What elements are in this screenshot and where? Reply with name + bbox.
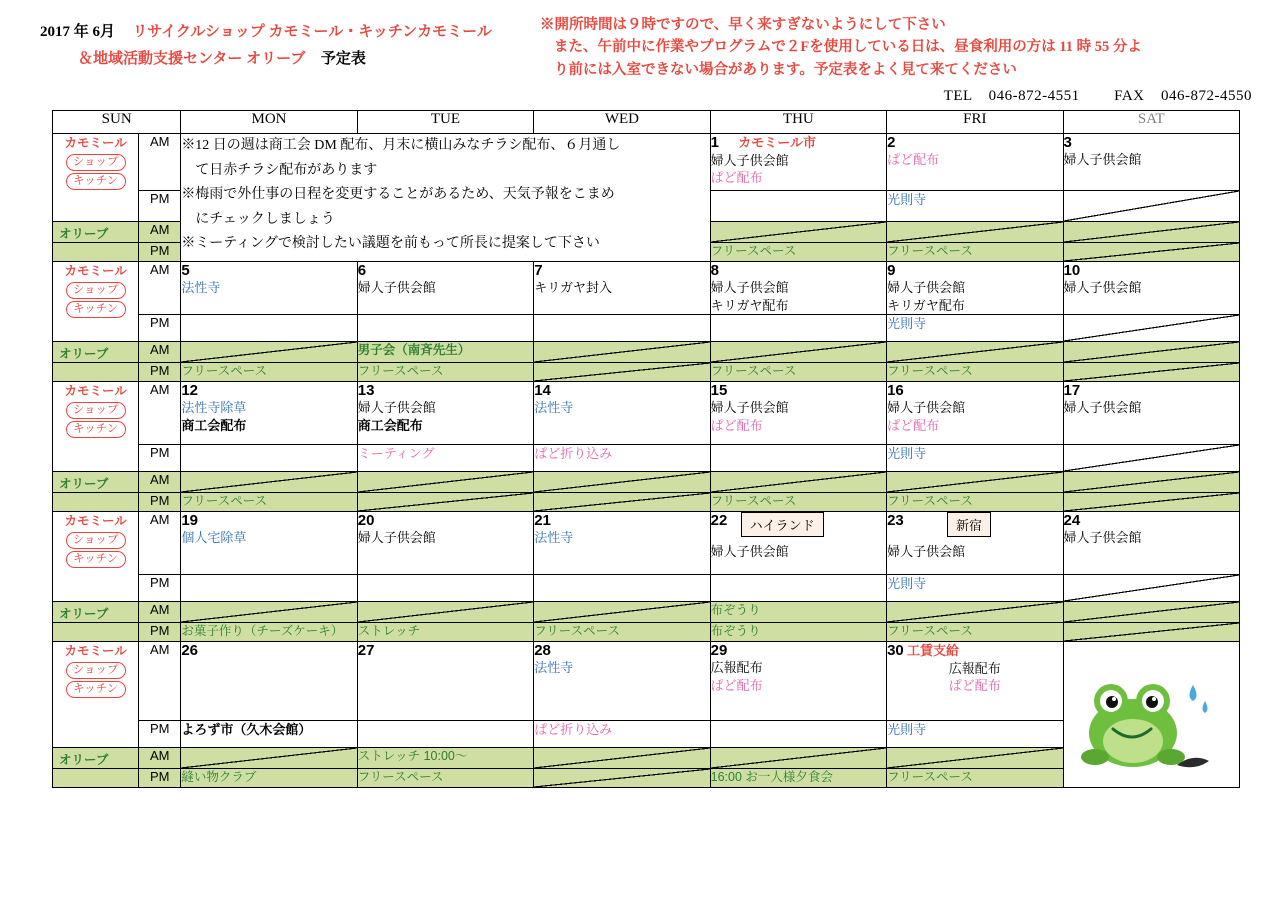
note-1: ※12 日の週は商工会 DM 配布、月末に横山みなチラシ配布、６月通し [181, 138, 621, 153]
event: ぱど配布 [710, 677, 763, 693]
notice-line-2: また、午前中に作業やプログラムで２Fを使用している日は、昼食利用の方は 11 時 55 分よ [554, 39, 1142, 56]
day-3-pm-cell[interactable] [1063, 191, 1240, 222]
week2-kamomiru-label [53, 262, 139, 342]
olive-day-13-am[interactable] [357, 472, 533, 493]
day-number: 26 [181, 642, 198, 660]
olive-day-8-pm[interactable]: フリースペース [710, 363, 886, 382]
olive-pm-label: PM [139, 769, 181, 788]
olive-day-9-pm[interactable]: フリースペース [887, 363, 1063, 382]
olive-day-23-pm[interactable]: フリースペース [887, 623, 1063, 642]
contact-info [944, 88, 1252, 105]
olive-day-6-pm[interactable]: フリースペース [357, 363, 533, 382]
olive-label [53, 748, 139, 769]
header-fri: FRI [887, 111, 1063, 134]
day-15-pm-cell[interactable] [710, 445, 886, 472]
monthly-notes [181, 134, 710, 262]
event: キリガヤ封入 [534, 280, 613, 295]
label-shop: ショップ [66, 532, 126, 549]
event: ぱど折り込み [534, 446, 613, 462]
olive-label-blank [53, 623, 139, 642]
event: 婦人子供会館 [710, 544, 789, 560]
event: 婦人子供会館 [357, 400, 436, 416]
event: 婦人子供会館 [887, 544, 966, 560]
olive-day-7-pm[interactable] [534, 363, 710, 382]
label-kitchen: キッチン [66, 173, 126, 190]
week5-am-row [53, 642, 1240, 721]
olive-day-27-am[interactable]: ストレッチ 10:00〜 [357, 748, 533, 769]
header-tue: TUE [357, 111, 533, 134]
week2-am-row [53, 262, 1240, 315]
week5-pm-row [53, 721, 1240, 748]
label-olive: オリーブ [59, 227, 109, 241]
notice-line-3: り前には入室できない場合があります。予定表をよく見て来てください [554, 61, 1017, 78]
event: 光則寺 [887, 722, 927, 738]
event: 光則寺 [887, 192, 927, 207]
event: ミーティング [357, 446, 435, 462]
olive-day-7-am[interactable] [534, 342, 710, 363]
day-19-cell[interactable] [181, 512, 357, 575]
day-number: 8 [710, 262, 719, 279]
tel-label: TEL [943, 88, 973, 104]
olive-day-5-pm[interactable]: フリースペース [181, 363, 357, 382]
week4-am-row [53, 512, 1240, 575]
olive-day-29-pm[interactable]: 16:00 お一人様夕食会 [710, 769, 886, 788]
week1-am-row [53, 134, 1240, 191]
day-number: 16 [887, 382, 904, 400]
day-27-cell[interactable] [357, 642, 533, 721]
day-number: 29 [710, 642, 728, 660]
olive-day-12-am[interactable] [181, 472, 357, 493]
day-8-pm-cell[interactable] [710, 315, 886, 342]
day-13-pm-cell[interactable] [357, 445, 533, 472]
day-30-pm-cell[interactable] [887, 721, 1063, 748]
olive-day-13-pm[interactable] [357, 493, 533, 512]
day-number: 9 [887, 262, 896, 279]
day-number: 21 [534, 512, 551, 530]
day-3-cell[interactable] [1063, 134, 1240, 191]
label-kamomiru: カモミール [64, 644, 127, 659]
week5-olive-pm-row [53, 769, 1240, 788]
event: 法性寺 [534, 530, 574, 546]
day-number: 30 [887, 642, 904, 660]
olive-day-15-am[interactable] [710, 472, 886, 493]
day-6-cell[interactable] [357, 262, 533, 315]
label-kamomiru: カモミール [64, 514, 127, 529]
olive-am-label: AM [139, 472, 181, 493]
day-number: 24 [1063, 512, 1081, 530]
week4-kamomiru-label [53, 512, 139, 602]
day-number: 5 [181, 262, 190, 279]
day-number: 7 [534, 262, 543, 279]
week3-am-row [53, 382, 1240, 445]
day-number: 2 [887, 134, 896, 151]
week5-olive-am-row [53, 748, 1240, 769]
day-19-pm-cell[interactable] [181, 575, 357, 602]
week3-am-label: AM [139, 382, 181, 445]
day-8-cell[interactable] [710, 262, 886, 315]
day-14-pm-cell[interactable] [534, 445, 710, 472]
olive-day-8-am[interactable] [710, 342, 886, 363]
header-sat: SAT [1063, 111, 1240, 134]
olive-day-9-am[interactable] [887, 342, 1063, 363]
day-29-pm-cell[interactable] [710, 721, 886, 748]
event-tag-wage: 工賃支給 [907, 643, 960, 659]
day-16-pm-cell[interactable] [887, 445, 1063, 472]
day-number: 27 [357, 642, 375, 660]
week5-am-label: AM [139, 642, 181, 721]
day-28-pm-cell[interactable] [534, 721, 710, 748]
day-number: 23 [887, 512, 904, 530]
event: よろず市（久木会館） [181, 722, 312, 738]
day-number: 14 [534, 382, 551, 400]
day-26-cell[interactable] [181, 642, 357, 721]
header-sun: SUN [53, 111, 181, 134]
event: 婦人子供会館 [1063, 280, 1142, 295]
day-7-pm-cell[interactable] [534, 315, 710, 342]
week1-pm-label: PM [139, 191, 181, 222]
label-olive: オリーブ [59, 347, 109, 362]
olive-day-30-pm[interactable]: フリースペース [887, 769, 1063, 788]
label-kamomiru: カモミール [64, 384, 127, 399]
header-notices [540, 14, 1260, 81]
event: 光則寺 [887, 316, 927, 332]
event: 婦人子供会館 [887, 280, 966, 295]
event: 光則寺 [887, 576, 927, 592]
fax-label: FAX [1114, 88, 1145, 104]
olive-day-27-pm[interactable]: フリースペース [357, 769, 533, 788]
day-23-pm-cell[interactable] [887, 575, 1063, 602]
tel-number: 046-872-4551 [988, 88, 1080, 104]
olive-day-5-am[interactable] [181, 342, 357, 363]
week3-pm-row [53, 445, 1240, 472]
header-thu: THU [710, 111, 886, 134]
day-number: 1 [710, 134, 719, 151]
day-1-pm-cell[interactable] [710, 191, 886, 222]
day-number: 10 [1063, 262, 1081, 279]
notice-line-1: ※開所時間は９時ですので、早く来すぎないようにして下さい [540, 17, 946, 33]
olive-day-24-pm[interactable] [1063, 623, 1240, 642]
event: 婦人子供会館 [710, 152, 789, 168]
note-3: ※梅雨で外仕事の日程を変更することがあるため、天気予報をこまめ [181, 187, 615, 202]
week2-pm-label: PM [139, 315, 181, 342]
event: 婦人子供会館 [357, 530, 436, 546]
day-2-cell[interactable] [887, 134, 1063, 191]
event: 婦人子供会館 [710, 400, 789, 416]
week3-kamomiru-label [53, 382, 139, 472]
day-27-pm-cell[interactable] [357, 721, 533, 748]
event: キリガヤ配布 [887, 297, 965, 313]
olive-day-17-am[interactable] [1063, 472, 1240, 493]
event: 法性寺 [181, 280, 221, 295]
day-number: 22 [710, 512, 728, 530]
week2-pm-row [53, 315, 1240, 342]
event: 商工会配布 [181, 417, 247, 433]
olive-day-14-am[interactable] [534, 472, 710, 493]
olive-pm-label: PM [139, 623, 181, 642]
olive-day-28-am[interactable] [534, 748, 710, 769]
day-number: 3 [1063, 134, 1072, 151]
event-tag-shinjuku: 新宿 [947, 512, 991, 537]
header-title-line2 [40, 47, 560, 68]
day-30-cell[interactable] [887, 642, 1063, 721]
olive-label-blank [53, 493, 139, 512]
header-wed: WED [534, 111, 710, 134]
olive-day-21-am[interactable] [534, 602, 710, 623]
olive-label-blank [53, 243, 139, 262]
olive-day-22-am[interactable]: 布ぞうり [710, 602, 886, 623]
day-10-pm-cell[interactable] [1063, 315, 1240, 342]
olive-day-29-am[interactable] [710, 748, 886, 769]
label-shop: ショップ [66, 402, 126, 419]
olive-day-2-pm[interactable]: フリースペース [887, 243, 1063, 262]
olive-label [53, 472, 139, 493]
event: 法性寺除草 [181, 400, 247, 416]
olive-day-21-pm[interactable]: フリースペース [534, 623, 710, 642]
olive-day-10-pm[interactable] [1063, 363, 1240, 382]
olive-label [53, 602, 139, 623]
day-21-pm-cell[interactable] [534, 575, 710, 602]
olive-label-blank [53, 769, 139, 788]
week4-olive-pm-row [53, 623, 1240, 642]
week4-olive-am-row [53, 602, 1240, 623]
olive-label [53, 222, 139, 243]
olive-am-label: AM [139, 748, 181, 769]
day-6-pm-cell[interactable] [357, 315, 533, 342]
olive-day-16-am[interactable] [887, 472, 1063, 493]
week5-kamomiru-label [53, 642, 139, 748]
frog-icon [1073, 661, 1223, 781]
day-number: 28 [534, 642, 551, 660]
label-olive: オリーブ [59, 607, 109, 622]
week2-olive-am-row [53, 342, 1240, 363]
day-20-pm-cell[interactable] [357, 575, 533, 602]
week2-olive-pm-row [53, 363, 1240, 382]
event: 広報配布 [948, 660, 1001, 676]
header-center-name: ＆地域活動支援センター オリーブ [78, 51, 306, 67]
olive-day-20-pm[interactable]: ストレッチ [357, 623, 533, 642]
olive-day-3-pm[interactable] [1063, 243, 1240, 262]
label-olive: オリーブ [59, 477, 109, 492]
header-title-line1 [40, 20, 560, 41]
day-number: 12 [181, 382, 198, 400]
day-14-cell[interactable] [534, 382, 710, 445]
olive-day-12-pm[interactable]: フリースペース [181, 493, 357, 512]
day-number: 17 [1063, 382, 1081, 400]
olive-day-20-am[interactable] [357, 602, 533, 623]
week3-olive-pm-row [53, 493, 1240, 512]
olive-day-26-am[interactable] [181, 748, 357, 769]
event: 婦人子供会館 [1063, 400, 1142, 416]
day-1-cell[interactable] [710, 134, 886, 191]
label-shop: ショップ [66, 154, 126, 171]
day-22-pm-cell[interactable] [710, 575, 886, 602]
week3-olive-am-row [53, 472, 1240, 493]
week1-am-label: AM [139, 134, 181, 191]
olive-am-label: AM [139, 222, 181, 243]
olive-am-label: AM [139, 602, 181, 623]
day-9-pm-cell[interactable] [887, 315, 1063, 342]
header-org-name: リサイクルショップ カモミール・キッチンカモミール [132, 24, 492, 40]
label-olive: オリーブ [59, 753, 109, 768]
event: 個人宅除草 [181, 530, 247, 546]
header-date: 2017 年 6月 [40, 24, 116, 40]
event: 婦人子供会館 [710, 280, 789, 295]
week3-pm-label: PM [139, 445, 181, 472]
olive-day-10-am[interactable] [1063, 342, 1240, 363]
label-kitchen: キッチン [66, 301, 126, 318]
fax-number: 046-872-4550 [1161, 88, 1252, 104]
olive-day-3-am[interactable] [1063, 222, 1240, 243]
day-9-cell[interactable] [887, 262, 1063, 315]
frog-illustration-cell [1063, 642, 1240, 788]
olive-day-22-pm[interactable]: 布ぞうり [710, 623, 886, 642]
day-16-cell[interactable] [887, 382, 1063, 445]
note-5: ※ミーティングで検討したい議題を前もって所長に提案して下さい [181, 236, 600, 251]
day-28-cell[interactable] [534, 642, 710, 721]
olive-day-1-pm[interactable]: フリースペース [710, 243, 886, 262]
event: ぱど配布 [887, 417, 940, 433]
olive-day-15-pm[interactable]: フリースペース [710, 493, 886, 512]
week4-pm-label: PM [139, 575, 181, 602]
olive-label [53, 342, 139, 363]
olive-label-blank [53, 363, 139, 382]
event: 法性寺 [534, 400, 574, 416]
weekday-header-row [53, 111, 1240, 134]
week4-am-label: AM [139, 512, 181, 575]
day-17-cell[interactable] [1063, 382, 1240, 445]
olive-pm-label: PM [139, 243, 181, 262]
olive-day-17-pm[interactable] [1063, 493, 1240, 512]
olive-day-6-am[interactable]: 男子会（南斉先生） [357, 342, 533, 363]
day-10-cell[interactable] [1063, 262, 1240, 315]
olive-am-label: AM [139, 342, 181, 363]
header-mon: MON [181, 111, 357, 134]
day-number: 20 [357, 512, 375, 530]
event-tag: カモミール市 [738, 135, 816, 150]
event: ぱど配布 [710, 417, 763, 433]
label-kitchen: キッチン [66, 421, 126, 438]
day-number: 15 [710, 382, 728, 400]
day-13-cell[interactable] [357, 382, 533, 445]
olive-pm-label: PM [139, 363, 181, 382]
event-tag-highland: ハイランド [741, 512, 824, 537]
header-doc-type: 予定表 [320, 51, 366, 67]
day-number: 6 [357, 262, 367, 279]
header-left [40, 20, 560, 68]
week5-pm-label: PM [139, 721, 181, 748]
event: 商工会配布 [357, 417, 423, 433]
event: ぱど折り込み [534, 722, 613, 738]
event: ぱど配布 [948, 678, 1001, 694]
event: 婦人子供会館 [1063, 530, 1142, 546]
day-17-pm-cell[interactable] [1063, 445, 1240, 472]
note-2: て日赤チラシ配布があります [195, 162, 378, 178]
olive-day-24-am[interactable] [1063, 602, 1240, 623]
day-2-pm-cell[interactable] [887, 191, 1063, 222]
label-kitchen: キッチン [66, 551, 126, 568]
day-5-cell[interactable] [181, 262, 357, 315]
note-4: にチェックしましょう [195, 211, 335, 227]
label-kamomiru: カモミール [64, 136, 127, 150]
label-kamomiru: カモミール [64, 264, 127, 278]
day-26-pm-cell[interactable] [181, 721, 357, 748]
week1-kamomiru-label [53, 134, 139, 222]
olive-day-19-am[interactable] [181, 602, 357, 623]
day-12-cell[interactable] [181, 382, 357, 445]
olive-day-16-pm[interactable]: フリースペース [887, 493, 1063, 512]
day-number: 13 [357, 382, 375, 400]
day-7-cell[interactable] [534, 262, 710, 315]
day-29-cell[interactable] [710, 642, 886, 721]
day-23-cell[interactable] [887, 512, 1063, 575]
week4-pm-row [53, 575, 1240, 602]
day-21-cell[interactable] [534, 512, 710, 575]
day-12-pm-cell[interactable] [181, 445, 357, 472]
event: ぱど配布 [887, 152, 940, 167]
event: 婦人子供会館 [1063, 152, 1142, 167]
olive-day-26-pm[interactable]: 縫い物クラブ [181, 769, 357, 788]
olive-day-14-pm[interactable] [534, 493, 710, 512]
event: 広報配布 [710, 660, 763, 676]
event: 婦人子供会館 [887, 400, 966, 416]
olive-pm-label: PM [139, 493, 181, 512]
olive-day-28-pm[interactable] [534, 769, 710, 788]
day-15-cell[interactable] [710, 382, 886, 445]
olive-day-23-am[interactable] [887, 602, 1063, 623]
day-24-cell[interactable] [1063, 512, 1240, 575]
event: 光則寺 [887, 446, 927, 462]
event: キリガヤ配布 [710, 297, 789, 313]
olive-day-30-am[interactable] [887, 748, 1063, 769]
label-shop: ショップ [66, 662, 126, 679]
olive-day-2-am[interactable] [887, 222, 1063, 243]
event: 法性寺 [534, 660, 574, 676]
label-shop: ショップ [66, 282, 126, 299]
day-22-cell[interactable] [710, 512, 886, 575]
day-number: 19 [181, 512, 198, 530]
event: 婦人子供会館 [357, 280, 436, 295]
olive-day-1-am[interactable] [710, 222, 886, 243]
calendar-table [52, 110, 1240, 788]
label-kitchen: キッチン [66, 681, 126, 698]
event: ぱど配布 [710, 170, 763, 186]
olive-day-19-pm[interactable]: お菓子作り（チーズケーキ） [181, 623, 357, 642]
day-5-pm-cell[interactable] [181, 315, 357, 342]
week2-am-label: AM [139, 262, 181, 315]
day-24-pm-cell[interactable] [1063, 575, 1240, 602]
day-20-cell[interactable] [357, 512, 533, 575]
